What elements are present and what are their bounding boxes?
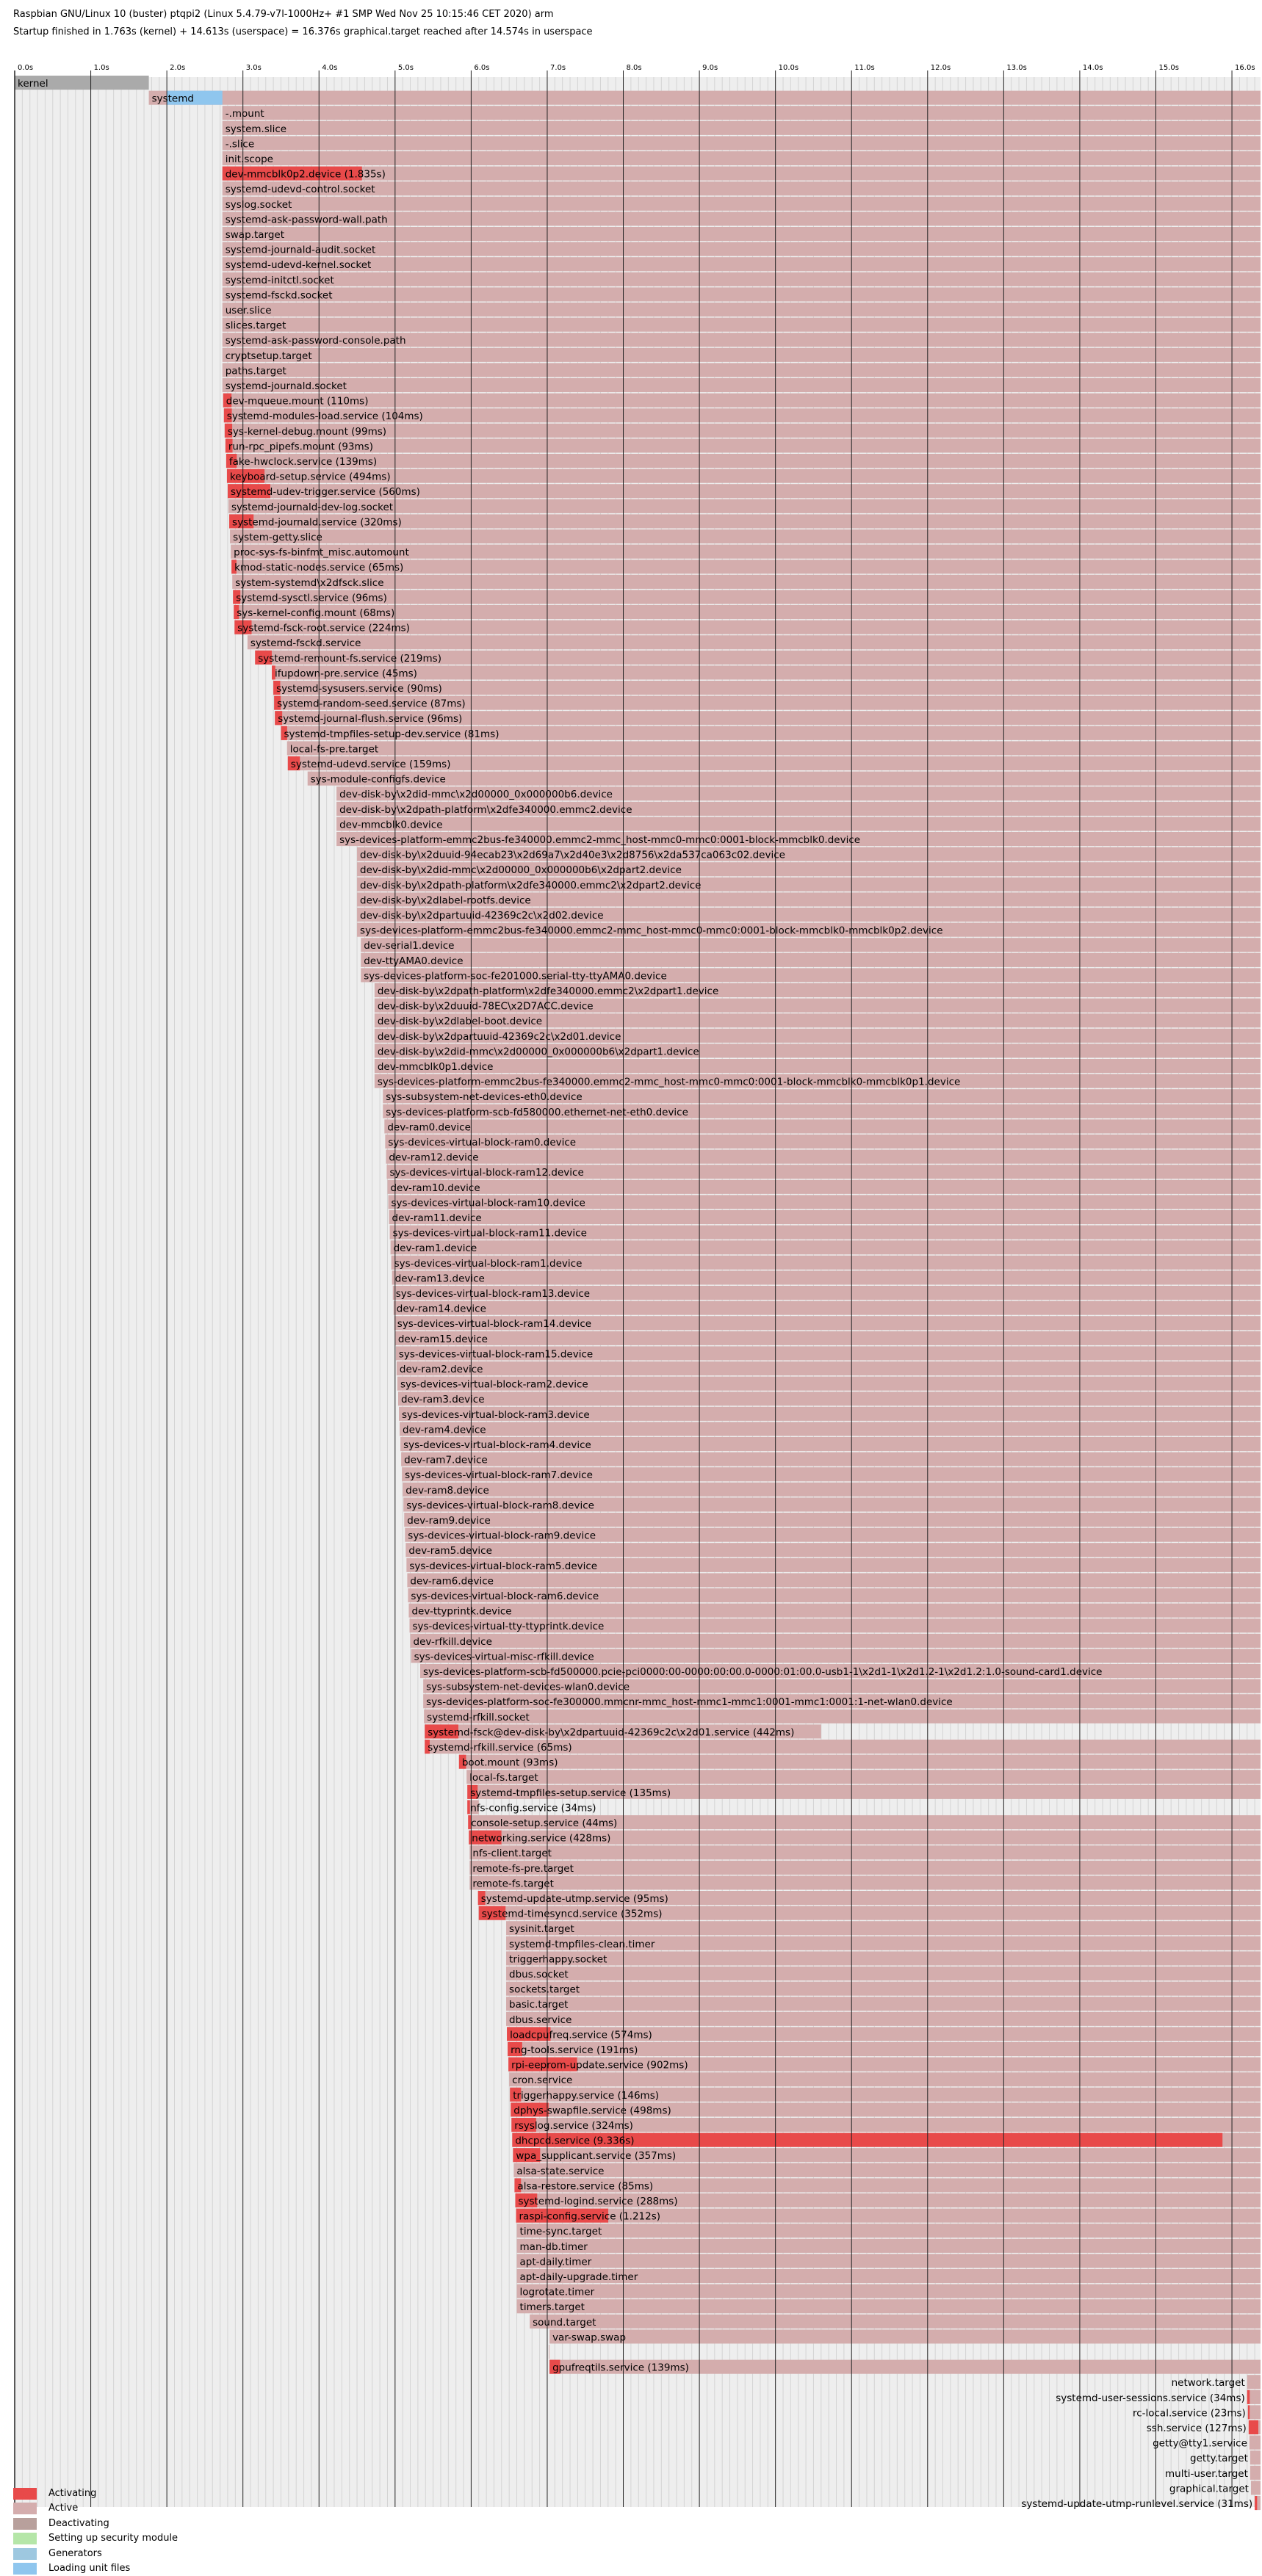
unit-label: man-db.timer [519,2240,588,2253]
unit-bar [223,106,1261,120]
x-tick-label: 15.0s [1158,64,1179,72]
startup-summary-line: Startup finished in 1.763s (kernel) + 14.613s (userspace) = 16.376s graphical.target reached after 14.574s in userspace [13,26,593,37]
unit-label: network.target [1171,2377,1245,2389]
legend-label: Setting up security module [48,2533,179,2544]
unit-label: rpi-eeprom-update.service (902ms) [511,2059,688,2072]
unit-label: dev-disk-by\x2dlabel-rootfs.device [360,894,531,907]
unit-label: dev-ram9.device [407,1515,491,1527]
unit-bar [223,378,1261,392]
activating-bar [1247,2390,1250,2404]
unit-label: slices.target [225,319,286,332]
legend-label: Loading unit files [48,2563,131,2574]
unit-label: sys-devices-platform-emmc2bus-fe340000.emmc2-mmc_host-mmc0-mmc0:0001-block-mmcblk0-mmcblk0p2.device [360,925,943,937]
unit-label: systemd-udevd-control.socket [225,184,375,196]
unit-label: sys-kernel-debug.mount (99ms) [227,425,387,438]
unit-label: dev-rfkill.device [413,1635,492,1648]
unit-bar [400,1422,1261,1436]
unit-bar [226,438,1261,452]
unit-label: multi-user.target [1164,2467,1248,2480]
unit-label: dev-ram5.device [408,1545,492,1557]
unit-label: dev-ram6.device [410,1575,494,1588]
unit-label: sys-devices-virtual-tty-ttyprintk.device [412,1621,605,1633]
unit-label: user.slice [225,305,272,316]
unit-label: systemd-udevd.service (159ms) [290,759,451,770]
unit-bar [466,1770,1261,1784]
unit-label: wpa_supplicant.service (357ms) [516,2150,677,2163]
unit-label: dbus.socket [509,1969,569,1980]
unit-label: systemd-rfkill.socket [427,1711,530,1723]
legend-swatch [13,2488,37,2500]
x-tick-label: 14.0s [1082,64,1103,72]
unit-label: dev-disk-by\x2did-mmc\x2d00000_0x000000b6.device [339,789,613,801]
unit-label: basic.target [509,1999,569,2011]
unit-label: dev-ram13.device [394,1273,485,1285]
unit-label: triggerhappy.service (146ms) [513,2089,660,2102]
unit-bar [403,1483,1261,1497]
unit-label: rc-local.service (23ms) [1132,2407,1246,2420]
unit-bar [223,348,1261,362]
unit-label: raspi-config.service (1.212s) [519,2210,661,2223]
unit-bar [517,2239,1261,2253]
unit-label: system.slice [225,123,287,135]
unit-label: systemd-sysctl.service (96ms) [236,592,387,604]
unit-label: nfs-config.service (34ms) [470,1802,596,1815]
x-tick-label: 0.0s [18,64,34,72]
unit-label: getty@tty1.service [1153,2437,1247,2450]
unit-label: systemd-fsckd.socket [225,289,333,302]
unit-label: sys-devices-virtual-block-ram3.device [402,1408,590,1421]
unit-label: sys-devices-virtual-block-ram4.device [403,1439,591,1451]
unit-bar [392,1270,1261,1284]
unit-label: alsa-restore.service (85ms) [517,2180,654,2193]
unit-label: sys-devices-virtual-block-ram2.device [400,1378,588,1391]
unit-bar [384,1119,1261,1133]
unit-bar [517,2284,1261,2298]
x-tick-label: 11.0s [854,64,875,72]
unit-label: systemd-fsck@dev-disk-by\x2dpartuuid-42369c2c\x2d01.service (442ms) [428,1726,795,1739]
unit-label: sys-devices-platform-soc-fe300000.mmcnr-mmc_host-mmc1-mmc1:0001-mmc1:0001:1-net-wlan0.device [426,1696,953,1709]
unit-bar [395,1331,1261,1345]
unit-label: kernel [18,78,48,90]
unit-label: gpufreqtils.service (139ms) [552,2362,689,2374]
unit-bar [1250,2466,1261,2480]
unit-label: -.slice [225,138,255,151]
x-tick-label: 1.0s [93,64,109,72]
unit-bar [1247,2375,1261,2389]
unit-label: getty.target [1190,2453,1248,2465]
unit-label: systemd-random-seed.service (87ms) [277,698,466,710]
unit-label: sys-module-configfs.device [310,773,446,786]
unit-label: -.mount [225,108,264,120]
unit-bar [401,1452,1261,1466]
unit-label: kmod-static-nodes.service (65ms) [234,562,404,574]
x-tick-label: 9.0s [702,64,718,72]
unit-label: systemd-journald.service (320ms) [232,516,402,529]
unit-label: ssh.service (127ms) [1146,2423,1247,2434]
unit-label: systemd-ask-password-wall.path [225,214,388,226]
unit-label: systemd-udev-trigger.service (560ms) [230,486,420,499]
unit-bar [386,1150,1261,1164]
legend-swatch [13,2563,37,2575]
unit-label: systemd-initctl.socket [225,274,334,286]
unit-label: systemd-timesyncd.service (352ms) [481,1908,663,1920]
unit-bar [223,272,1261,286]
unit-label: rng-tools.service (191ms) [511,2044,638,2056]
unit-bar [272,665,1261,679]
unit-bar [398,1392,1261,1405]
unit-label: dev-ram10.device [390,1182,480,1194]
unit-bar [506,1951,1261,1965]
unit-bar [530,2315,1261,2329]
x-tick-label: 4.0s [322,64,338,72]
x-tick-label: 10.0s [778,64,799,72]
unit-label: dev-ram1.device [393,1242,477,1255]
unit-bar [223,121,1261,135]
unit-label: sys-kernel-config.mount (68ms) [237,607,395,619]
unit-bar [387,1180,1261,1194]
unit-label: logrotate.timer [519,2286,595,2298]
unit-bar [469,1861,1261,1875]
unit-label: sys-devices-virtual-block-ram8.device [406,1499,594,1512]
unit-bar [405,1543,1261,1557]
unit-bar [517,2299,1261,2313]
unit-label: sys-devices-platform-scb-fd500000.pcie-pci0000:00-0000:00:00.0-0000:01:00.0-usb1-1\x2d1-1\x2d1.2-1\x2d1.2:1.0-sound-card1.device [423,1666,1103,1678]
unit-label: systemd-journald-dev-log.socket [231,501,394,513]
unit-label: syslog.socket [225,198,292,211]
unit-bar [233,590,1261,604]
unit-label: sys-devices-virtual-block-ram11.device [392,1227,587,1240]
unit-label: local-fs.target [469,1772,538,1784]
unit-bar [404,1513,1261,1527]
unit-label: systemd-fsck-root.service (224ms) [237,622,410,634]
unit-label: apt-daily-upgrade.timer [519,2271,638,2283]
unit-label: dev-disk-by\x2dpartuuid-42369c2c\x2d02.device [360,910,604,922]
unit-label: systemd-ask-password-console.path [225,335,406,347]
system-info-line: Raspbian GNU/Linux 10 (buster) ptqpi2 (Linux 5.4.79-v7l-1000Hz+ #1 SMP Wed Nov 25 10:15:46 CET 2020) arm [13,9,554,20]
unit-label: dev-ram11.device [392,1212,482,1224]
unit-label: sys-devices-virtual-block-ram10.device [391,1197,585,1209]
unit-bar [394,1301,1261,1315]
unit-label: systemd [151,93,194,105]
unit-label: remote-fs.target [472,1878,554,1890]
unit-label: dhcpcd.service (9.336s) [515,2135,635,2147]
unit-label: sys-subsystem-net-devices-wlan0.device [426,1681,630,1693]
unit-label: alsa-state.service [516,2165,605,2177]
unit-label: dev-ttyprintk.device [411,1605,512,1618]
unit-bar [391,1240,1261,1254]
x-tick-label: 5.0s [397,64,414,72]
unit-label: sys-devices-virtual-misc-rfkill.device [414,1651,594,1663]
unit-bar [248,635,1261,649]
unit-bar [149,91,1261,105]
unit-bar [517,2254,1261,2268]
unit-bar [223,318,1261,332]
unit-label: loadcpufreq.service (574ms) [510,2029,652,2041]
unit-label: sys-devices-virtual-block-ram13.device [395,1288,591,1300]
unit-label: nfs-client.target [472,1848,552,1860]
unit-label: systemd-journald.socket [225,380,347,392]
unit-bar [1251,2481,1261,2494]
unit-label: systemd-update-utmp-runlevel.service (31ms) [1021,2498,1253,2510]
x-tick-label: 7.0s [549,64,566,72]
unit-bar [223,287,1261,301]
unit-label: dev-disk-by\x2did-mmc\x2d00000_0x000000b6\x2dpart2.device [360,864,682,877]
unit-label: ifupdown-pre.service (45ms) [275,667,417,680]
unit-bar [223,242,1261,256]
unit-label: sys-subsystem-net-devices-eth0.device [386,1091,583,1104]
unit-label: keyboard-setup.service (494ms) [229,471,391,483]
unit-label: systemd-update-utmp.service (95ms) [480,1893,668,1905]
unit-label: sys-devices-virtual-block-ram7.device [405,1469,593,1482]
unit-label: dev-ram0.device [387,1121,471,1134]
unit-label: systemd-journal-flush.service (96ms) [278,713,463,726]
unit-bar [223,257,1261,271]
unit-label: dev-ram4.device [403,1424,486,1436]
x-tick-label: 2.0s [170,64,186,72]
unit-label: sys-devices-platform-soc-fe201000.serial-tty-ttyAMA0.device [364,970,667,983]
unit-label: dev-ram15.device [397,1333,488,1345]
x-tick-label: 13.0s [1006,64,1027,72]
unit-label: systemd-logind.service (288ms) [518,2196,678,2207]
unit-label: dev-disk-by\x2dpath-platform\x2dfe340000.emmc2\x2dpart2.device [360,879,702,891]
unit-label: dev-disk-by\x2dpath-platform\x2dfe340000.emmc2\x2dpart1.device [377,985,719,997]
unit-bar [308,772,1261,786]
unit-label: systemd-udevd-kernel.socket [225,259,372,272]
unit-label: dev-ram14.device [396,1303,486,1315]
unit-bar [223,136,1261,150]
unit-bar [226,454,1261,468]
unit-bar [223,303,1261,316]
unit-label: dev-ram8.device [405,1484,489,1497]
unit-bar [389,1210,1261,1224]
unit-label: sys-devices-virtual-block-ram14.device [397,1318,592,1331]
unit-label: sys-devices-virtual-block-ram9.device [408,1530,596,1542]
unit-label: dev-ram7.device [404,1454,488,1466]
unit-bar [223,394,1261,408]
unit-bar [287,741,1261,755]
legend-label: Activating [48,2488,97,2499]
x-tick-label: 3.0s [245,64,262,72]
unit-label: sockets.target [509,1983,580,1996]
unit-bar [469,1845,1261,1859]
unit-label: sys-devices-virtual-block-ram12.device [389,1167,584,1179]
unit-bar [513,2163,1261,2177]
unit-bar [506,1921,1261,1935]
unit-label: time-sync.target [519,2226,602,2238]
unit-bar [424,1710,1261,1723]
unit-label: system-getty.slice [233,532,322,543]
unit-bar [361,953,1261,967]
unit-label: sys-devices-virtual-block-ram1.device [394,1257,583,1270]
unit-bar [336,817,1261,831]
unit-label: dev-mqueue.mount (110ms) [226,395,369,408]
unit-label: timers.target [519,2301,585,2314]
unit-label: dev-mmcblk0p1.device [377,1061,494,1073]
unit-label: dev-disk-by\x2dlabel-boot.device [377,1016,543,1028]
unit-label: dev-disk-by\x2did-mmc\x2d00000_0x000000b6\x2dpart1.device [377,1046,699,1058]
unit-label: rsyslog.service (324ms) [514,2120,633,2132]
unit-label: dev-ram12.device [389,1151,479,1164]
unit-label: var-swap.swap [552,2331,627,2344]
activating-bar [1248,2405,1250,2419]
legend-swatch [13,2533,37,2544]
unit-bar [1248,2405,1261,2419]
unit-label: dev-mmcblk0p2.device (1.835s) [225,168,386,181]
unit-label: triggerhappy.socket [509,1953,607,1966]
unit-label: systemd-user-sessions.service (34ms) [1056,2392,1245,2404]
legend-swatch [13,2548,37,2560]
unit-label: networking.service (428ms) [472,1832,611,1845]
unit-label: cron.service [512,2074,573,2087]
unit-label: proc-sys-fs-binfmt_misc.automount [234,546,409,559]
unit-label: dev-ram3.device [400,1394,485,1406]
unit-bar [397,1361,1261,1375]
unit-label: dev-disk-by\x2dpartuuid-42369c2c\x2d01.device [377,1030,621,1043]
legend-label: Deactivating [48,2517,109,2529]
legend-swatch [13,2503,37,2514]
unit-bar [506,2012,1261,2026]
unit-label: graphical.target [1169,2483,1249,2495]
unit-bar [506,1967,1261,1980]
unit-label: boot.mount (93ms) [461,1756,558,1769]
legend-swatch [13,2518,37,2530]
unit-label: dev-ttyAMA0.device [364,955,464,967]
unit-label: sys-devices-virtual-block-ram5.device [409,1560,598,1572]
x-tick-labels [18,64,1255,72]
activating-bar [1249,2420,1258,2434]
unit-bar [506,1982,1261,1996]
unit-bar [230,529,1261,543]
unit-bar [223,363,1261,377]
unit-label: paths.target [225,365,286,377]
unit-label: sysinit.target [509,1923,574,1936]
unit-label: systemd-remount-fs.service (219ms) [258,652,441,665]
unit-label: dev-disk-by\x2duuid-78EC\x2D7ACC.device [377,1000,594,1013]
unit-bar [1250,2450,1261,2464]
unit-label: dev-disk-by\x2duuid-94ecab23\x2d69a7\x2d40e3\x2d8756\x2da537ca063c02.device [360,849,785,861]
activating-bar [467,1800,470,1814]
unit-bar [517,2224,1261,2237]
legend-label: Generators [48,2547,102,2559]
unit-label: sys-devices-platform-emmc2bus-fe340000.emmc2-mmc_host-mmc0-mmc0:0001-block-mmcblk0.device [339,834,861,846]
unit-label: console-setup.service (44ms) [471,1817,618,1829]
unit-bar [411,1634,1261,1648]
unit-label: system-systemd\x2dfsck.slice [235,576,384,589]
unit-label: init.scope [225,153,273,165]
unit-label: sys-devices-platform-emmc2bus-fe340000.emmc2-mmc_host-mmc0-mmc0:0001-block-mmcblk0-mmcblk0p1.device [377,1076,961,1088]
unit-label: remote-fs-pre.target [472,1862,574,1875]
unit-bar [549,2329,1261,2343]
unit-label: apt-daily.timer [519,2256,592,2268]
unit-label: sys-devices-virtual-block-ram0.device [388,1137,577,1148]
unit-label: swap.target [225,229,285,241]
unit-bar [407,1573,1261,1587]
unit-bar [459,1755,1261,1769]
unit-label: cryptsetup.target [225,350,312,362]
x-tick-label: 6.0s [474,64,490,72]
unit-label: systemd-sysusers.service (90ms) [276,683,442,695]
unit-label: sys-devices-virtual-block-ram15.device [398,1348,594,1361]
unit-label: dev-mmcblk0.device [339,819,443,831]
unit-label: dev-serial1.device [364,940,455,952]
unit-label: local-fs-pre.target [289,743,379,756]
x-tick-label: 16.0s [1235,64,1255,72]
unit-label: sys-devices-virtual-block-ram6.device [411,1591,599,1602]
unit-label: dphys-swapfile.service (498ms) [513,2105,671,2117]
unit-label: systemd-rfkill.service (65ms) [428,1742,572,1754]
unit-bar [223,151,1261,165]
unit-label: systemd-journald-audit.socket [225,244,376,256]
unit-bar [408,1604,1261,1618]
unit-bar [223,181,1261,195]
unit-label: sound.target [533,2316,596,2329]
unit-label: systemd-fsckd.service [250,637,361,650]
unit-bar [232,575,1261,589]
unit-label: dbus.service [509,2014,572,2026]
unit-label: run-rpc_pipefs.mount (93ms) [228,441,373,453]
unit-label: sys-devices-platform-scb-fd580000.ethernet-net-eth0.device [386,1106,688,1118]
unit-bar [506,1997,1261,2011]
unit-bar [469,1875,1261,1889]
activating-bar [1255,2496,1257,2510]
unit-bar [375,1059,1261,1073]
unit-bar [509,2072,1261,2086]
unit-bar [223,227,1261,241]
x-tick-label: 8.0s [626,64,642,72]
unit-label: systemd-modules-load.service (104ms) [226,410,423,423]
unit-label: fake-hwclock.service (139ms) [228,456,378,468]
unit-label: dev-ram2.device [399,1364,483,1375]
unit-bar [361,938,1261,952]
x-tick-label: 12.0s [930,64,951,72]
legend-label: Active [48,2503,79,2514]
unit-label: systemd-tmpfiles-setup-dev.service (81ms) [284,728,500,740]
unit-bar [223,197,1261,211]
unit-label: systemd-tmpfiles-clean.timer [509,1938,655,1950]
unit-label: dev-disk-by\x2dpath-platform\x2dfe340000.emmc2.device [339,803,632,816]
unit-label: systemd-tmpfiles-setup.service (135ms) [470,1787,671,1799]
unit-bar [1250,2436,1261,2450]
